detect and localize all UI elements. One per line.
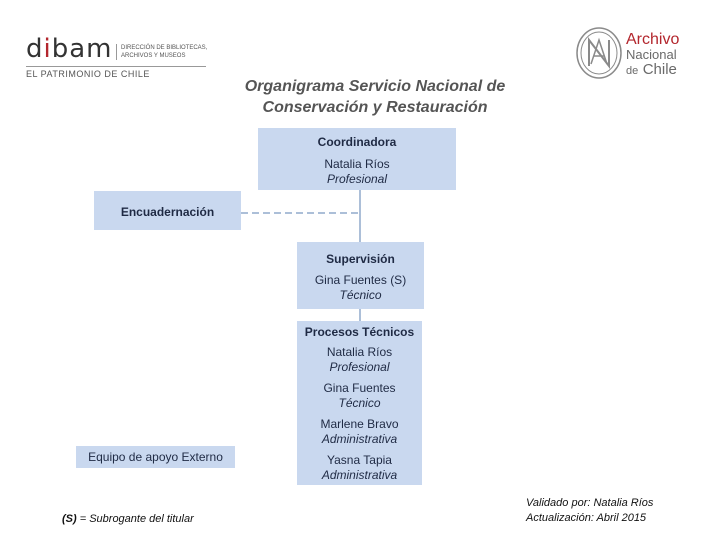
member-role: Administrativa xyxy=(321,432,398,446)
procesos-member xyxy=(297,417,422,447)
coordinadora-role: Profesional xyxy=(326,172,388,186)
member-name: Marlene Bravo xyxy=(320,417,399,431)
procesos-title: Procesos Técnicos xyxy=(304,325,415,339)
title-line-2: Conservación y Restauración xyxy=(262,99,488,116)
coordinadora-name: Natalia Ríos xyxy=(324,157,390,171)
member-name: Yasna Tapia xyxy=(327,453,392,467)
dibam-sub-line1: DIRECCIÓN DE BIBLIOTECAS, xyxy=(121,45,208,51)
legend-note xyxy=(62,513,194,525)
supervision-name: Gina Fuentes (S) xyxy=(314,273,407,287)
archivo-word-2: Nacional xyxy=(626,47,677,62)
supervision-role: Técnico xyxy=(339,288,382,302)
encuadernacion-title: Encuadernación xyxy=(120,205,215,219)
box-procesos-tecnicos xyxy=(297,321,422,485)
procesos-member xyxy=(297,381,422,411)
procesos-member xyxy=(297,453,422,483)
member-name: Natalia Ríos xyxy=(326,345,393,359)
box-encuadernacion xyxy=(94,191,241,230)
member-name: Gina Fuentes xyxy=(323,381,396,395)
supervision-title: Supervisión xyxy=(326,252,395,266)
actualizacion-text: Actualización: Abril 2015 xyxy=(526,512,647,524)
dibam-d: d xyxy=(26,34,44,64)
archivo-word-4: Chile xyxy=(642,61,677,78)
archivo-word-1: Archivo xyxy=(626,31,680,48)
dibam-bam: bam xyxy=(51,34,113,64)
legend-text: = Subrogante del titular xyxy=(76,513,194,525)
archivo-word-3: de xyxy=(626,65,639,77)
validation-note xyxy=(526,496,653,526)
dibam-sub-line2: ARCHIVOS Y MUSEOS xyxy=(121,53,186,59)
member-role: Profesional xyxy=(329,360,390,374)
validado-text: Validado por: Natalia Ríos xyxy=(526,497,654,509)
dibam-i: i xyxy=(43,34,52,64)
procesos-member xyxy=(297,345,422,375)
box-coordinadora xyxy=(258,128,456,190)
dibam-tagline: EL PATRIMONIO DE CHILE xyxy=(26,69,150,79)
coordinadora-title: Coordinadora xyxy=(317,135,397,149)
equipo-title: Equipo de apoyo Externo xyxy=(88,450,223,464)
member-role: Administrativa xyxy=(321,468,398,482)
box-equipo-apoyo-externo xyxy=(76,446,235,468)
box-supervision xyxy=(297,242,424,309)
member-role: Técnico xyxy=(338,396,381,410)
legend-key: (S) xyxy=(62,513,77,525)
title-line-1: Organigrama Servicio Nacional de xyxy=(244,78,506,95)
